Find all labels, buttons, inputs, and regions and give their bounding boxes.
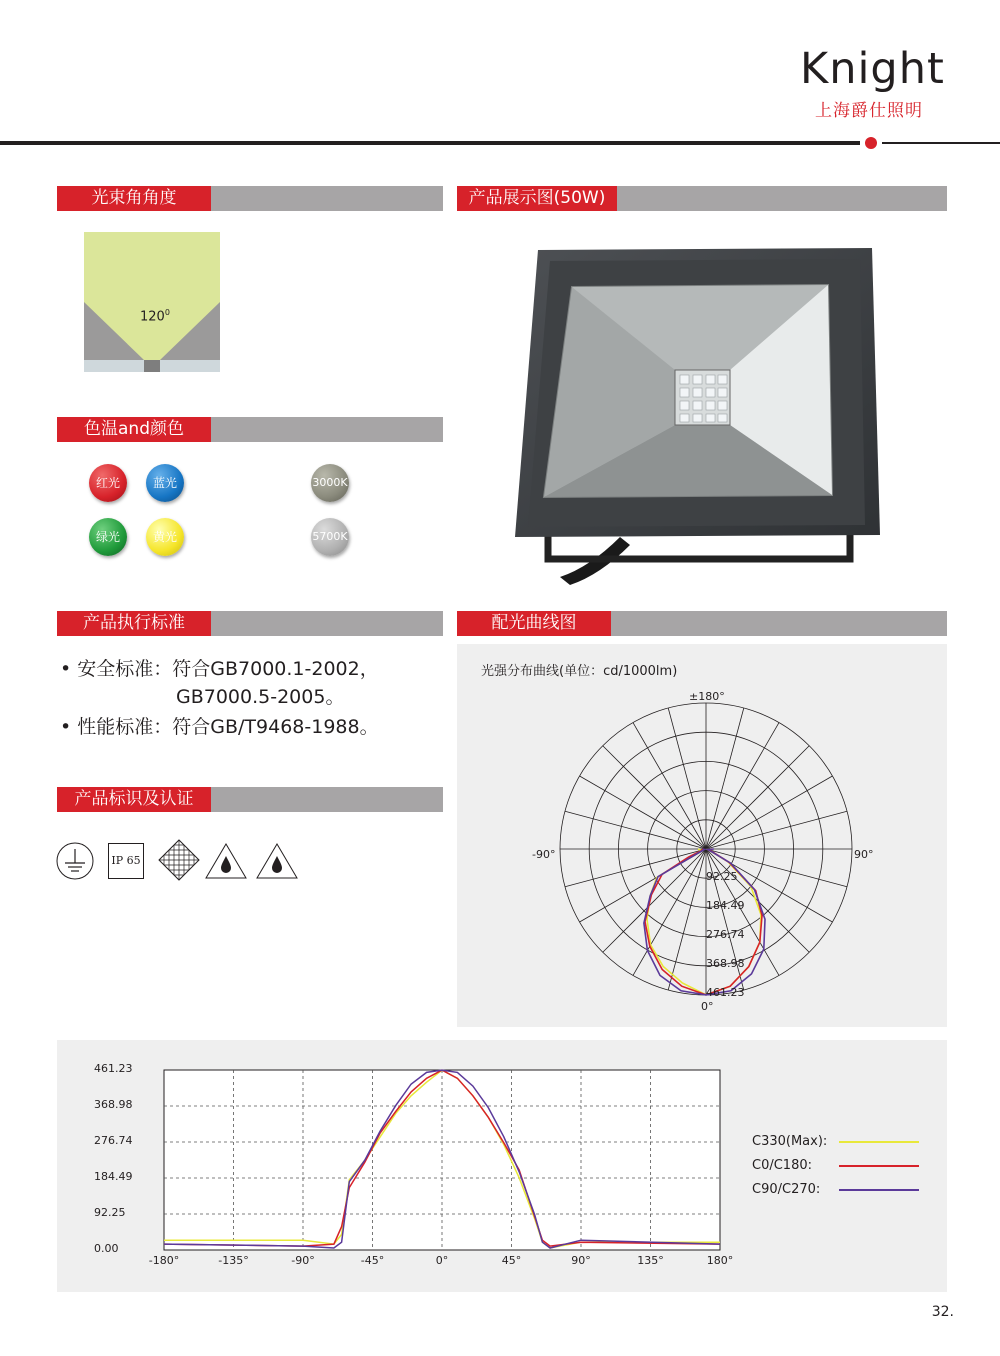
water-drop-warning-icon bbox=[204, 841, 248, 881]
y-tick-label: 368.98 bbox=[94, 1098, 133, 1111]
section-title: 色温and颜色 bbox=[57, 417, 211, 442]
polar-label-bottom: 0° bbox=[701, 1000, 714, 1013]
legend-label: C330(Max): bbox=[752, 1134, 828, 1149]
bullet: • bbox=[60, 716, 72, 738]
y-tick-label: 461.23 bbox=[94, 1062, 133, 1075]
x-tick-label: 45° bbox=[501, 1254, 522, 1267]
standard-safety bbox=[60, 654, 379, 681]
polar-spoke bbox=[668, 849, 706, 990]
polar-ring-label: 461.23 bbox=[706, 986, 745, 999]
polar-spoke bbox=[668, 708, 706, 849]
header-rule-right bbox=[882, 142, 1000, 144]
y-tick-label: 276.74 bbox=[94, 1134, 133, 1147]
polar-spoke bbox=[706, 776, 832, 849]
polar-ring-label: 368.98 bbox=[706, 957, 745, 970]
color-swatch-blue: 蓝光 bbox=[146, 464, 184, 502]
floodlight-product-image bbox=[510, 245, 890, 595]
legend-label: C0/C180: bbox=[752, 1158, 812, 1173]
water-drop-warning-icon bbox=[255, 841, 299, 881]
section-header-product-image bbox=[457, 186, 947, 211]
standard-safety-text: 安全标准：符合GB7000.1-2002， bbox=[77, 658, 379, 680]
beam-angle-value: 120 bbox=[140, 309, 165, 325]
polar-spoke bbox=[633, 849, 706, 975]
polar-spoke bbox=[706, 723, 779, 849]
y-tick-label: 92.25 bbox=[94, 1206, 126, 1219]
x-tick-label: -90° bbox=[291, 1254, 315, 1267]
degree-mark: 0 bbox=[164, 308, 170, 317]
section-title: 光束角角度 bbox=[57, 186, 211, 211]
ip65-icon: IP 65 bbox=[108, 843, 144, 879]
color-swatch-red: 红光 bbox=[89, 464, 127, 502]
polar-ring-label: 276.74 bbox=[706, 928, 745, 941]
bullet: • bbox=[60, 658, 72, 680]
x-tick-label: -180° bbox=[148, 1254, 180, 1267]
page-number: 32. bbox=[931, 1304, 954, 1320]
section-header-light-curve bbox=[457, 611, 947, 636]
header-rule bbox=[0, 141, 860, 145]
x-tick-label: 135° bbox=[637, 1254, 664, 1267]
polar-label-right: 90° bbox=[854, 848, 874, 861]
polar-spoke bbox=[565, 811, 706, 849]
section-title: 配光曲线图 bbox=[457, 611, 611, 636]
polar-spoke bbox=[603, 746, 706, 849]
x-tick-label: 0° bbox=[435, 1254, 449, 1267]
polar-spoke bbox=[706, 708, 744, 849]
header-red-dot bbox=[865, 137, 877, 149]
polar-spoke bbox=[633, 723, 706, 849]
beam-angle-label bbox=[140, 308, 170, 324]
polar-spoke bbox=[580, 776, 706, 849]
beam-angle-diagram bbox=[84, 232, 220, 372]
section-title: 产品展示图(50W) bbox=[457, 186, 617, 211]
color-swatch-green: 绿光 bbox=[89, 518, 127, 556]
color-swatch-yellow: 黄光 bbox=[146, 518, 184, 556]
legend-label: C90/C270: bbox=[752, 1182, 821, 1197]
section-title: 产品执行标准 bbox=[57, 611, 211, 636]
x-tick-label: 90° bbox=[571, 1254, 591, 1267]
polar-series-curve bbox=[644, 849, 765, 995]
polar-spoke bbox=[603, 849, 706, 952]
standard-performance-text: 性能标准：符合GB/T9468-1988。 bbox=[77, 716, 379, 738]
polar-spoke bbox=[706, 746, 809, 849]
polar-spoke bbox=[565, 849, 706, 887]
y-tick-label: 0.00 bbox=[94, 1242, 119, 1255]
polar-label-top: ±180° bbox=[689, 690, 725, 703]
brand-chinese-name: 上海爵仕照明 bbox=[815, 101, 923, 121]
polar-spoke bbox=[706, 811, 847, 849]
x-tick-label: -45° bbox=[360, 1254, 385, 1267]
section-header-color bbox=[57, 417, 443, 442]
y-tick-label: 184.49 bbox=[94, 1170, 133, 1183]
polar-ring-label: 92.25 bbox=[706, 870, 738, 883]
section-header-certification bbox=[57, 787, 443, 812]
polar-chart-title: 光强分布曲线(单位：cd/1000lm) bbox=[481, 664, 678, 679]
mesh-diamond-icon bbox=[156, 837, 202, 883]
ground-icon bbox=[55, 841, 95, 881]
color-temp-5700k: 5700K bbox=[311, 518, 349, 556]
standard-safety-line2: GB7000.5-2005。 bbox=[176, 686, 345, 708]
x-tick-label: 180° bbox=[706, 1254, 734, 1267]
polar-ring-label: 184.49 bbox=[706, 899, 745, 912]
section-title: 产品标识及认证 bbox=[57, 787, 211, 812]
brand-logo: Knight bbox=[800, 44, 945, 94]
x-tick-label: -135° bbox=[218, 1254, 249, 1267]
standard-performance bbox=[60, 712, 379, 739]
section-header-standards bbox=[57, 611, 443, 636]
polar-label-left: -90° bbox=[532, 848, 556, 861]
color-temp-3000k: 3000K bbox=[311, 464, 349, 502]
section-header-beam-angle bbox=[57, 186, 443, 211]
